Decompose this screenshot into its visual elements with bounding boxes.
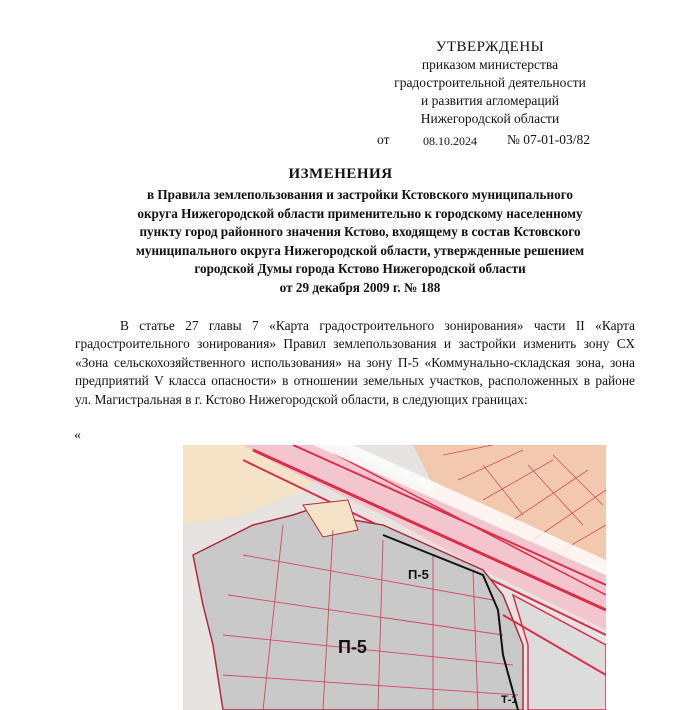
approval-line: Нижегородской области <box>420 111 560 126</box>
open-quote: « <box>74 428 81 443</box>
order-number: № 07-01-03/82 <box>507 132 590 147</box>
subtitle-line: городской Думы города Кстово Нижегородской области <box>194 261 526 276</box>
document-subtitle <box>60 186 660 297</box>
subtitle-line: от 29 декабря 2009 г. № 188 <box>279 279 441 295</box>
subtitle-line: муниципального округа Нижегородской области, утвержденные решением <box>135 242 585 258</box>
document-title: ИЗМЕНЕНИЯ <box>288 166 393 182</box>
zone-label-corner: Т-1 <box>501 694 518 706</box>
approval-line: градостроительной деятельности <box>394 75 586 90</box>
zoning-map <box>183 445 606 710</box>
from-label: от <box>377 132 390 147</box>
body-paragraph: В статье 27 главы 7 «Карта градостроительного зонирования» части II «Карта градостроительного зонирования» Правил землепользования и застройки изменить зону СХ «Зона сельскохозяйственного использования» на зону П-5 «Коммунально-складская зона, зона предприятий V класса опасности» в отношении земельных участков, расположенных в районе ул. Магистральная в г. Кстово Нижегородской области, в следующих границах: <box>75 318 635 407</box>
approval-line: и развития агломераций <box>420 93 559 108</box>
subtitle-line: в Правила землепользования и застройки Кстовского муниципального <box>147 187 573 202</box>
zoning-map-svg <box>183 445 606 710</box>
subtitle-line: пункту город районного значения Кстово, входящему в состав Кстовского <box>139 224 581 239</box>
subtitle-line: округа Нижегородской области применительно к городскому населенному <box>137 205 583 221</box>
zone-label-small: П-5 <box>408 567 429 582</box>
zone-label-main: П-5 <box>338 637 367 657</box>
approval-block <box>370 38 610 128</box>
order-date: 08.10.2024 <box>423 134 477 148</box>
approval-heading: УТВЕРЖДЕНЫ <box>435 39 545 55</box>
order-line <box>377 132 590 148</box>
approval-line: приказом министерства <box>421 57 559 72</box>
